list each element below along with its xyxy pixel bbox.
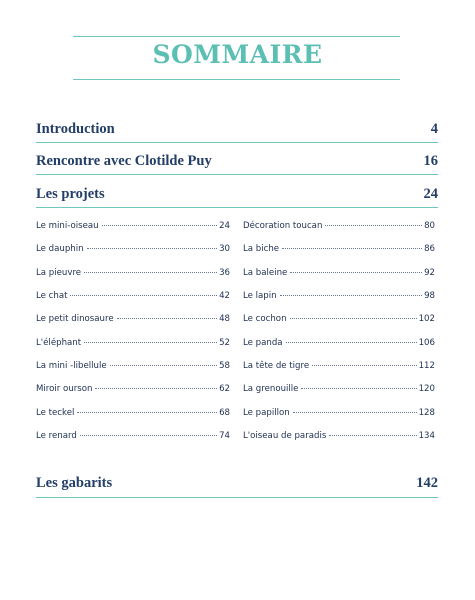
toc-entry[interactable]: [243, 291, 435, 314]
toc-entry[interactable]: [36, 268, 230, 291]
toc-entry-label: La pieuvre: [36, 267, 82, 278]
dot-leader: [70, 295, 217, 296]
toc-entry-label: Le mini-oiseau: [36, 221, 99, 231]
toc-entry-label: La baleine: [243, 267, 288, 278]
projects-right-column: [243, 221, 435, 454]
toc-section-projets[interactable]: [36, 186, 438, 208]
title-bottom-rule: [73, 79, 400, 80]
toc-entry-label: Le renard: [36, 431, 77, 442]
toc-entry-page: 80: [424, 221, 435, 231]
toc-entry[interactable]: [36, 291, 230, 314]
toc-entry-label: Le teckel: [36, 407, 75, 418]
dot-leader: [329, 435, 416, 436]
toc-section-rencontre[interactable]: [36, 153, 438, 175]
dot-leader: [280, 295, 422, 296]
dot-leader: [77, 412, 217, 413]
toc-entry-label: Le chat: [36, 291, 68, 302]
toc-entry-label: L'oiseau de paradis: [243, 431, 327, 442]
toc-entry-label: La tête de tigre: [243, 361, 310, 372]
toc-entry[interactable]: [243, 221, 435, 244]
toc-entry-page: 112: [418, 361, 435, 372]
title-top-rule: [73, 36, 400, 37]
dot-leader: [325, 225, 422, 226]
dot-leader: [95, 388, 217, 389]
toc-entry[interactable]: [36, 384, 230, 407]
toc-entry-label: Le petit dinosaure: [36, 314, 114, 325]
dot-leader: [290, 272, 422, 273]
toc-entry-page: 68: [219, 407, 230, 418]
toc-section-page: 4: [430, 121, 438, 137]
toc-entry-page: 120: [418, 384, 435, 395]
toc-section-page: 16: [423, 153, 438, 169]
dot-leader: [117, 318, 217, 319]
toc-entry-page: 102: [418, 314, 435, 325]
toc-entry[interactable]: [36, 361, 230, 384]
toc-entry[interactable]: [243, 384, 435, 407]
toc-entry-label: Miroir ourson: [36, 384, 93, 395]
toc-entry-label: La grenouille: [243, 384, 299, 395]
toc-entry-page: 52: [219, 337, 230, 348]
toc-entry-label: Le papillon: [243, 407, 290, 418]
toc-entry[interactable]: [243, 361, 435, 384]
toc-entry[interactable]: [36, 431, 230, 454]
toc-section-label: Introduction: [36, 121, 115, 137]
toc-entry[interactable]: [243, 408, 435, 431]
dot-leader: [87, 248, 218, 249]
toc-entry-label: L'éléphant: [36, 337, 82, 348]
toc-entry[interactable]: [243, 268, 435, 291]
toc-entry-label: Décoration toucan: [243, 221, 323, 231]
toc-entry-label: Le panda: [243, 337, 283, 348]
dot-leader: [80, 435, 217, 436]
toc-entry-label: La biche: [243, 244, 280, 255]
page-title: SOMMAIRE: [152, 40, 323, 69]
toc-section-introduction[interactable]: [36, 121, 438, 143]
dot-leader: [293, 412, 417, 413]
toc-section-label: Les gabarits: [36, 475, 113, 491]
toc-entry[interactable]: [36, 314, 230, 337]
toc-entry[interactable]: [36, 244, 230, 267]
toc-section-page: 24: [423, 186, 438, 202]
toc-entry-page: 24: [219, 221, 230, 231]
toc-entry-page: 30: [219, 244, 230, 255]
dot-leader: [84, 342, 217, 343]
toc-entry-page: 98: [424, 291, 435, 302]
dot-leader: [312, 365, 416, 366]
toc-section-label: Rencontre avec Clotilde Puy: [36, 153, 212, 169]
toc-entry-page: 128: [418, 407, 435, 418]
dot-leader: [110, 365, 217, 366]
toc-entry-page: 62: [219, 384, 230, 395]
section-rule: [36, 207, 438, 208]
toc-entry-label: La mini -libellule: [36, 361, 107, 372]
toc-entry[interactable]: [243, 431, 435, 454]
toc-entry-label: Le dauphin: [36, 244, 84, 255]
toc-entry[interactable]: [36, 408, 230, 431]
toc-entry[interactable]: [243, 244, 435, 267]
toc-entry-page: 42: [219, 291, 230, 302]
toc-section-gabarits[interactable]: [36, 475, 438, 497]
dot-leader: [290, 318, 417, 319]
toc-entry-page: 36: [219, 267, 230, 278]
dot-leader: [282, 248, 422, 249]
section-rule: [36, 142, 438, 143]
dot-leader: [301, 388, 416, 389]
dot-leader: [102, 225, 217, 226]
toc-entry-page: 48: [219, 314, 230, 325]
toc-section-label: Les projets: [36, 186, 105, 202]
toc-entry-page: 74: [219, 431, 230, 442]
toc-entry-label: Le cochon: [243, 314, 287, 325]
dot-leader: [84, 272, 217, 273]
toc-entry[interactable]: [36, 338, 230, 361]
toc-entry-page: 106: [418, 337, 435, 348]
toc-entry[interactable]: [243, 314, 435, 337]
dot-leader: [286, 342, 417, 343]
toc-entry[interactable]: [243, 338, 435, 361]
toc-entry-label: Le lapin: [243, 291, 277, 302]
toc-entry-page: 134: [418, 431, 435, 442]
toc-section-page: 142: [416, 475, 438, 491]
section-rule: [36, 174, 438, 175]
toc-entry-page: 58: [219, 361, 230, 372]
toc-entry-page: 92: [424, 267, 435, 278]
section-rule: [36, 497, 438, 498]
toc-entry-page: 86: [424, 244, 435, 255]
projects-left-column: [36, 221, 230, 454]
toc-entry[interactable]: [36, 221, 230, 244]
